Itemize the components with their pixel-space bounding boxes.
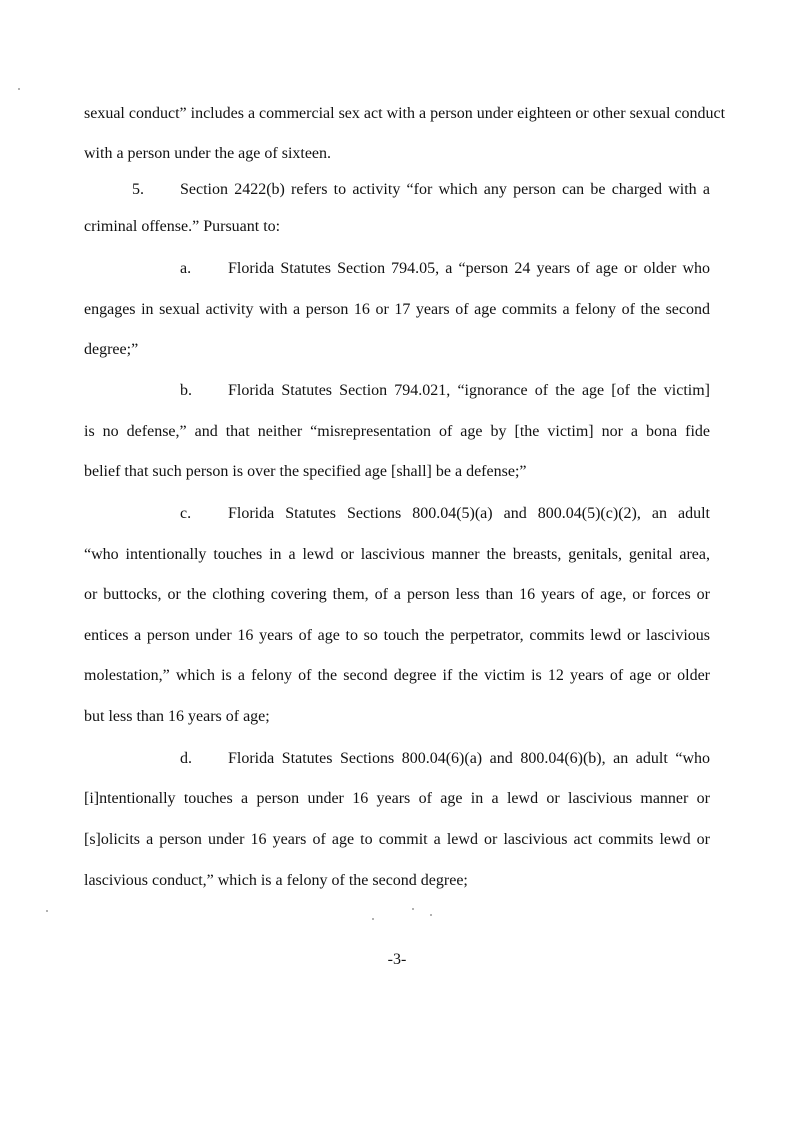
scan-speck <box>412 908 414 910</box>
scan-speck <box>430 914 432 916</box>
text-line: Florida Statutes Section 794.05, a “person 24 years of age or older who <box>228 260 710 277</box>
text-line: [s]olicits a person under 16 years of age to commit a lewd or lascivious act commits lewd or <box>84 831 710 848</box>
scan-speck <box>46 910 48 912</box>
text-line: [i]ntentionally touches a person under 16 years of age in a lewd or lascivious manner or <box>84 790 710 807</box>
text-line: is no defense,” and that neither “misrepresentation of age by [the victim] nor a bona fide <box>84 423 710 440</box>
item-label: b. <box>180 382 192 399</box>
text-line: belief that such person is over the specified age [shall] be a defense;” <box>84 463 527 480</box>
text-line: or buttocks, or the clothing covering them, of a person less than 16 years of age, or forces or <box>84 586 710 603</box>
text-line: entices a person under 16 years of age to so touch the perpetrator, commits lewd or lascivious <box>84 627 710 644</box>
text-line: but less than 16 years of age; <box>84 708 270 725</box>
paragraph-number: 5. <box>132 181 144 198</box>
text-line: Section 2422(b) refers to activity “for which any person can be charged with a <box>180 181 710 198</box>
text-line: degree;” <box>84 341 139 358</box>
text-line: Florida Statutes Section 794.021, “ignorance of the age [of the victim] <box>228 382 710 399</box>
text-line: sexual conduct” includes a commercial sex act with a person under eighteen or other sexual conduct <box>84 105 726 122</box>
item-label: a. <box>180 260 192 277</box>
text-line: Florida Statutes Sections 800.04(5)(a) and 800.04(5)(c)(2), an adult <box>228 505 710 522</box>
text-line: lascivious conduct,” which is a felony of the second degree; <box>84 872 468 889</box>
text-line: criminal offense.” Pursuant to: <box>84 218 281 235</box>
text-line: molestation,” which is a felony of the second degree if the victim is 12 years of age or older <box>84 667 710 684</box>
item-label: d. <box>180 750 192 767</box>
text-line: engages in sexual activity with a person 16 or 17 years of age commits a felony of the second <box>84 301 710 318</box>
item-label: c. <box>180 505 192 522</box>
scan-speck <box>372 918 374 920</box>
page-number: -3- <box>387 951 407 968</box>
text-line: with a person under the age of sixteen. <box>84 145 332 162</box>
scan-speck <box>18 88 20 90</box>
text-line: Florida Statutes Sections 800.04(6)(a) and 800.04(6)(b), an adult “who <box>228 750 710 767</box>
text-line: “who intentionally touches in a lewd or lascivious manner the breasts, genitals, genital area, <box>84 546 710 563</box>
